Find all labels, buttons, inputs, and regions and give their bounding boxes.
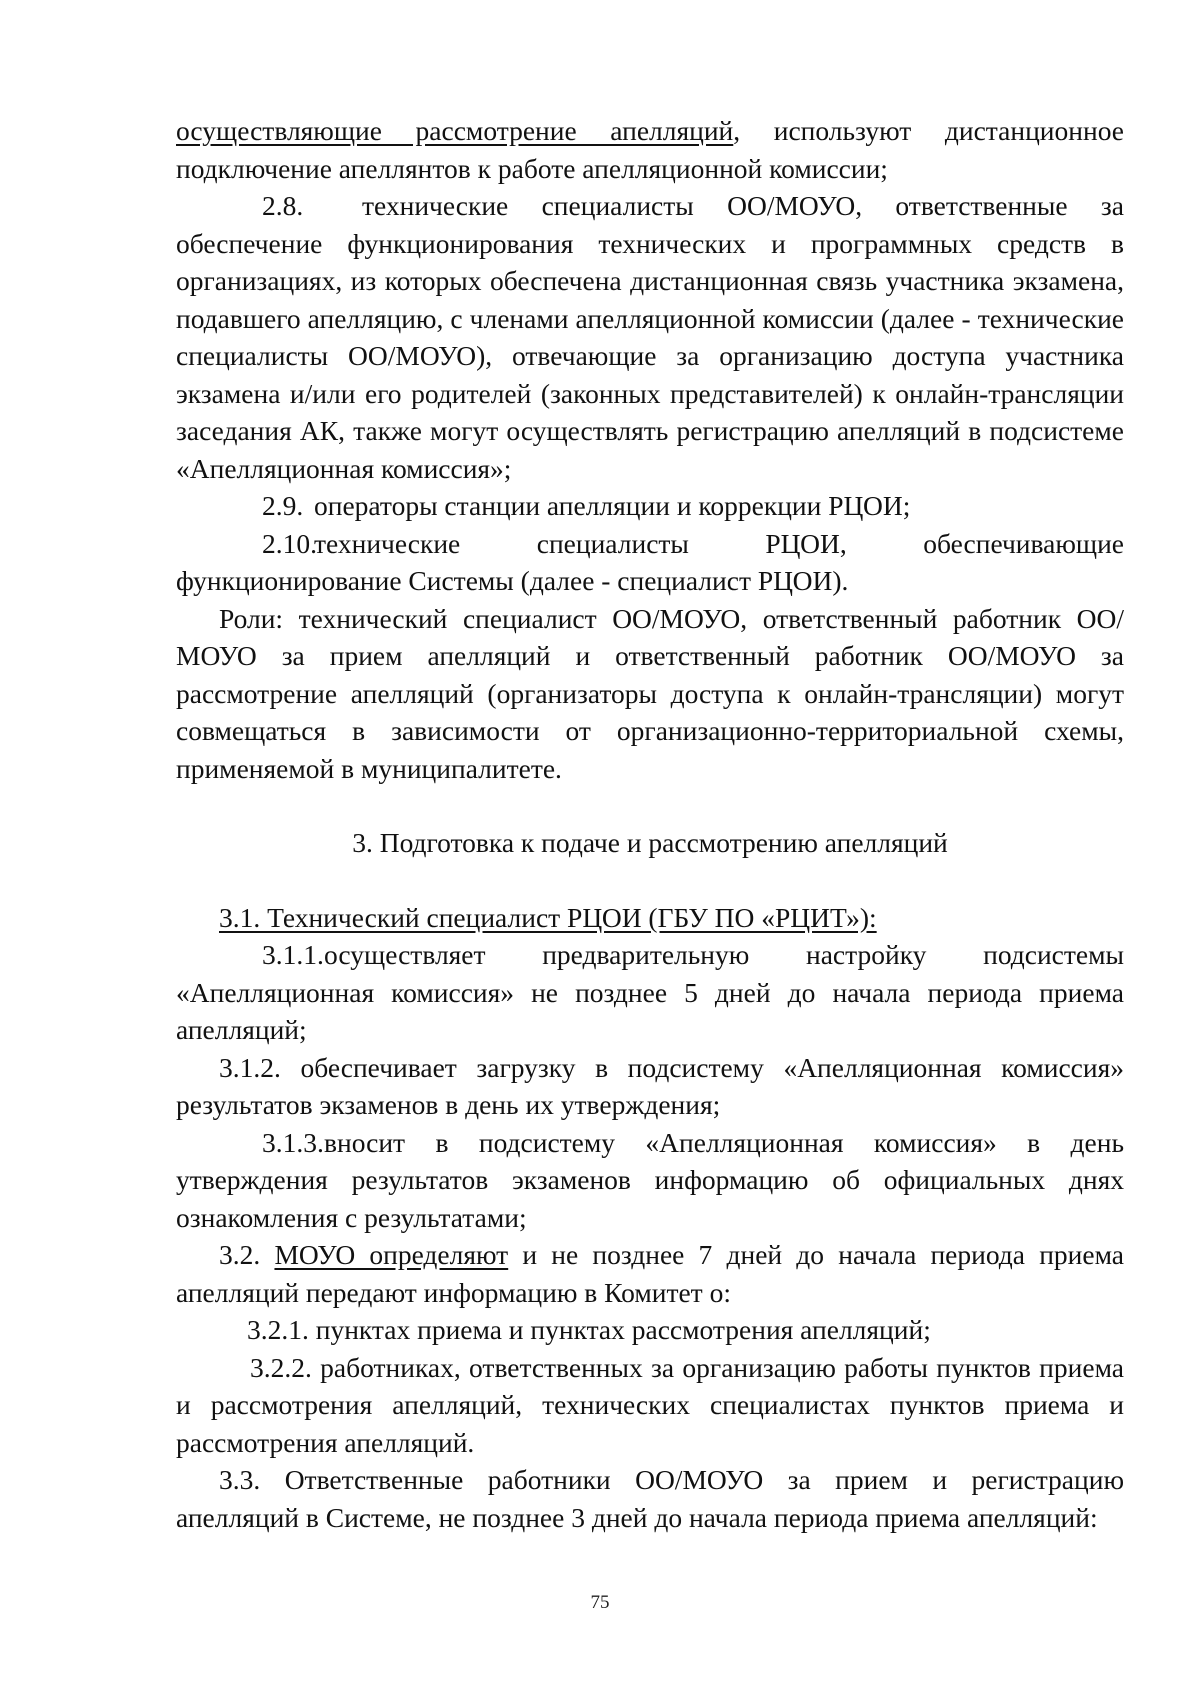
paragraph-3-2 xyxy=(176,1236,1124,1311)
paragraph-text: технические специалисты ОО/МОУО, ответственные за обеспечение функционирования технических и программных средств в организациях, из которых обеспечена дистанционная связь участника экзамена, подавшего апелляцию, с членами апелляционной комиссии (далее - технические специалисты ОО/МОУО), отвечающие за организацию доступа участника экзамена и/или его родителей (законных представителей) к онлайн-трансляции заседания АК, также могут осуществлять регистрацию апелляций в подсистеме «Апелляционная комиссия»; xyxy=(176,190,1124,484)
item-number: 2.8. xyxy=(262,190,304,221)
spacer xyxy=(176,862,1124,899)
paragraph-3-1-1 xyxy=(176,936,1124,1049)
underlined-heading: 3.1. Технический специалист РЦОИ (ГБУ ПО «РЦИТ»): xyxy=(219,901,877,933)
paragraph-2-10 xyxy=(176,525,1124,600)
underlined-phrase: осуществляющие рассмотрение апелляций xyxy=(176,115,734,146)
item-number: 3.2. xyxy=(219,1239,261,1270)
spacer xyxy=(176,787,1124,824)
paragraph-text: и не позднее 7 дней до начала периода приема апелляций передают информацию в Комитет о: xyxy=(176,1239,1125,1308)
item-number: 2.10. xyxy=(262,527,317,559)
paragraph-2-9 xyxy=(176,487,1124,525)
paragraph-3-2-1: 3.2.1. пунктах приема и пунктах рассмотрения апелляций; xyxy=(247,1314,931,1345)
item-number: 3.1.3. xyxy=(262,1126,324,1158)
paragraph-3-2-2: 3.2.2. работниках, ответственных за организацию работы пунктов приема и рассмотрения апелляций, технических специалистах пунктов приема и рассмотрения апелляций. xyxy=(176,1351,1124,1458)
section-heading: 3. Подготовка к подаче и рассмотрению апелляций xyxy=(352,827,948,858)
paragraph-3-1-2: 3.1.2. обеспечивает загрузку в подсистему «Апелляционная комиссия» результатов экзаменов в день их утверждения; xyxy=(176,1051,1124,1120)
document-body xyxy=(176,112,1124,1536)
paragraph-2-8 xyxy=(176,187,1124,487)
paragraph-3-1-3 xyxy=(176,1124,1124,1237)
underlined-phrase: МОУО определяют xyxy=(274,1239,509,1270)
paragraph-text: операторы станции апелляции и коррекции РЦОИ; xyxy=(314,490,911,521)
paragraph-3-3: 3.3. Ответственные работники ОО/МОУО за прием и регистрацию апелляций в Системе, не позднее 3 дней до начала периода приема апелляций: xyxy=(176,1464,1124,1533)
paragraph-continuation xyxy=(176,112,1124,187)
paragraph-text: вносит в подсистему «Апелляционная комиссия» в день утверждения результатов экзаменов информацию об официальных днях ознакомления с результатами; xyxy=(176,1126,1124,1233)
paragraph-text: , используют дистанционное подключение апеллянтов к работе апелляционной комиссии; xyxy=(176,115,1124,184)
item-number: 3.1.1. xyxy=(262,939,324,970)
paragraph-text: технические специалисты РЦОИ, обеспечивающие функционирование Системы (далее - специалист РЦОИ). xyxy=(176,527,1124,596)
item-number: 2.9. xyxy=(262,490,304,521)
page-number: 75 xyxy=(590,1592,610,1613)
paragraph-roles: Роли: технический специалист ОО/МОУО, ответственный работник ОО/МОУО за прием апелляций и ответственный работник ОО/МОУО за рассмотрение апелляций (организаторы доступа к онлайн-трансляции) могут совмещаться в зависимости от организационно-территориальной схемы, применяемой в муниципалитете. xyxy=(176,602,1124,784)
paragraph-text: осуществляет предварительную настройку подсистемы «Апелляционная комиссия» не позднее 5 дней до начала периода приема апелляций; xyxy=(176,939,1124,1045)
paragraph-3-1 xyxy=(176,899,1124,937)
